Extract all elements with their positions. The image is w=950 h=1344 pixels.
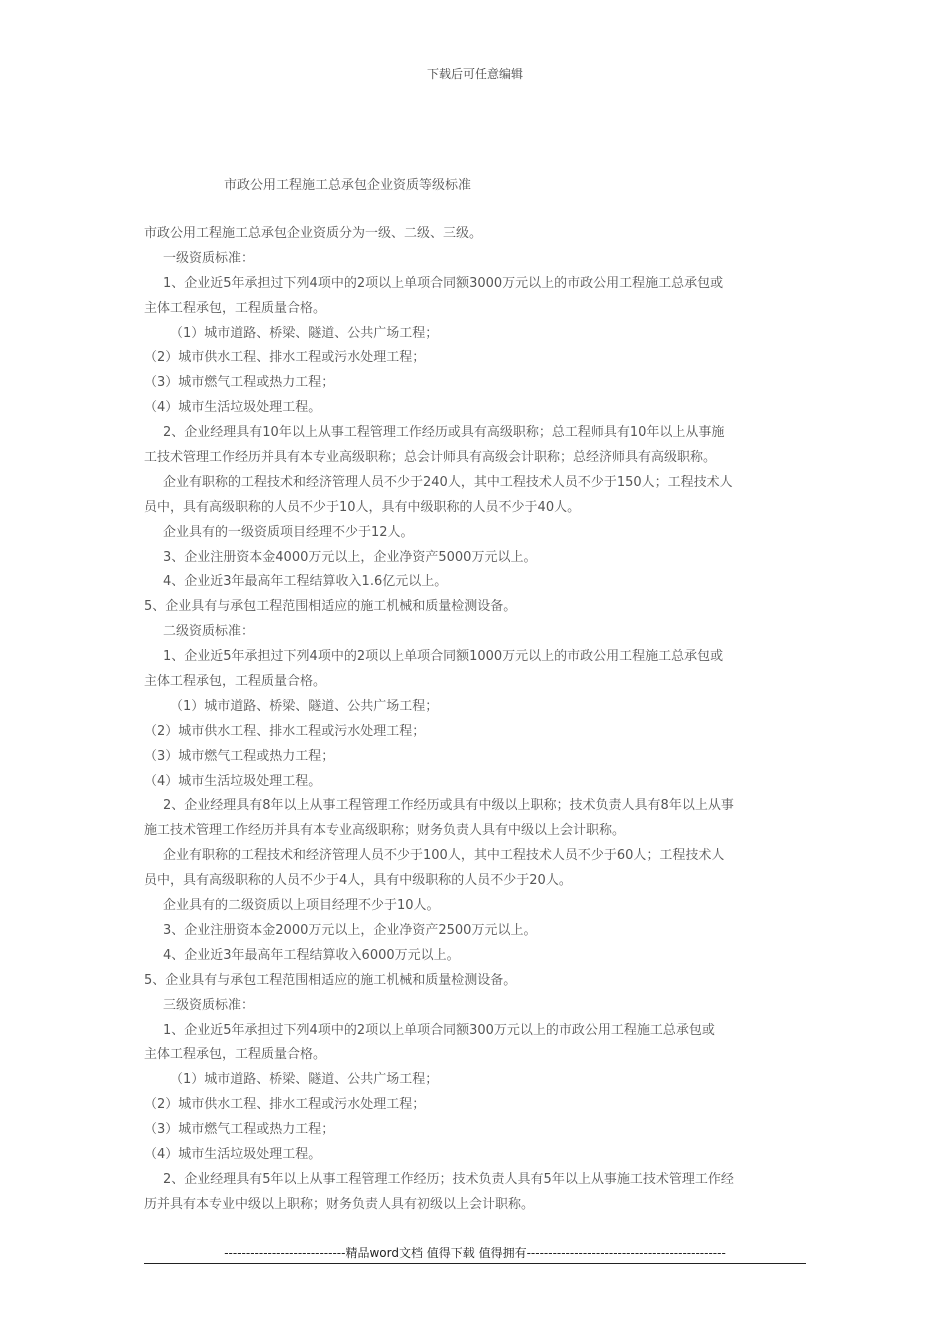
- document-line: 企业具有的一级资质项目经理不少于12人。: [163, 524, 414, 540]
- document-body: [144, 222, 809, 1218]
- document-line: 1、企业近5年承担过下列4项中的2项以上单项合同额300万元以上的市政公用工程施工总承包或: [163, 1022, 715, 1038]
- document-line: （3）城市燃气工程或热力工程；: [144, 748, 335, 764]
- document-line: （1）城市道路、桥梁、隧道、公共广场工程；: [170, 1072, 439, 1088]
- document-line: 1、企业近5年承担过下列4项中的2项以上单项合同额3000万元以上的市政公用工程施工总承包或: [163, 275, 724, 291]
- page-header: 下载后可任意编辑: [426, 67, 523, 81]
- document-line: 3、企业注册资本金2000万元以上，企业净资产2500万元以上。: [163, 922, 537, 938]
- document-line: 企业有职称的工程技术和经济管理人员不少于240人，其中工程技术人员不少于150人；工程技术人: [163, 474, 733, 490]
- document-line: 历并具有本专业中级以上职称；财务负责人具有初级以上会计职称。: [144, 1196, 535, 1212]
- document-line: （4）城市生活垃圾处理工程。: [144, 400, 322, 416]
- document-line: 企业有职称的工程技术和经济管理人员不少于100人，其中工程技术人员不少于60人；工程技术人: [163, 848, 725, 864]
- document-line: （1）城市道路、桥梁、隧道、公共广场工程；: [170, 325, 439, 341]
- document-line: 4、企业近3年最高年工程结算收入6000万元以上。: [163, 947, 460, 963]
- document-line: 一级资质标准：: [163, 250, 255, 266]
- document-line: 主体工程承包，工程质量合格。: [144, 300, 327, 316]
- document-line: 2、企业经理具有5年以上从事工程管理工作经历；技术负责人具有5年以上从事施工技术管理工作经: [163, 1171, 734, 1187]
- document-line: 施工技术管理工作经历并具有本专业高级职称；财务负责人具有中级以上会计职称。: [144, 823, 626, 839]
- document-line: 主体工程承包，工程质量合格。: [144, 674, 327, 690]
- document-line: （3）城市燃气工程或热力工程；: [144, 375, 335, 391]
- document-line: 5、企业具有与承包工程范围相适应的施工机械和质量检测设备。: [144, 599, 517, 615]
- document-line: 二级资质标准：: [163, 624, 255, 640]
- document-line: （2）城市供水工程、排水工程或污水处理工程；: [144, 1097, 426, 1113]
- document-line: 2、企业经理具有8年以上从事工程管理工作经历或具有中级以上职称；技术负责人具有8年以上从事: [163, 798, 734, 814]
- page-footer: ----------------------------精品word文档 值得下载 值得拥有----------------------------------------------: [144, 1245, 806, 1264]
- document-line: 4、企业近3年最高年工程结算收入1.6亿元以上。: [163, 574, 448, 590]
- document-line: 2、企业经理具有10年以上从事工程管理工作经历或具有高级职称；总工程师具有10年以上从事施: [163, 425, 725, 441]
- document-line: （3）城市燃气工程或热力工程；: [144, 1122, 335, 1138]
- document-line: 员中，具有高级职称的人员不少于4人，具有中级职称的人员不少于20人。: [144, 873, 572, 889]
- document-title: 市政公用工程施工总承包企业资质等级标准: [224, 178, 472, 193]
- document-line: 企业具有的二级资质以上项目经理不少于10人。: [163, 898, 440, 914]
- document-line: （1）城市道路、桥梁、隧道、公共广场工程；: [170, 698, 439, 714]
- document-line: 1、企业近5年承担过下列4项中的2项以上单项合同额1000万元以上的市政公用工程施工总承包或: [163, 649, 724, 665]
- document-line: 市政公用工程施工总承包企业资质分为一级、二级、三级。: [144, 226, 483, 241]
- document-line: 3、企业注册资本金4000万元以上，企业净资产5000万元以上。: [163, 549, 537, 565]
- document-line: （4）城市生活垃圾处理工程。: [144, 773, 322, 789]
- document-line: （2）城市供水工程、排水工程或污水处理工程；: [144, 723, 426, 739]
- document-line: （4）城市生活垃圾处理工程。: [144, 1146, 322, 1162]
- document-line: 主体工程承包，工程质量合格。: [144, 1047, 327, 1063]
- document-line: 工技术管理工作经历并具有本专业高级职称；总会计师具有高级会计职称；总经济师具有高级职称。: [144, 450, 717, 466]
- document-line: 员中，具有高级职称的人员不少于10人，具有中级职称的人员不少于40人。: [144, 499, 581, 515]
- document-line: （2）城市供水工程、排水工程或污水处理工程；: [144, 350, 426, 366]
- document-line: 5、企业具有与承包工程范围相适应的施工机械和质量检测设备。: [144, 972, 517, 988]
- document-line: 三级资质标准：: [163, 997, 255, 1013]
